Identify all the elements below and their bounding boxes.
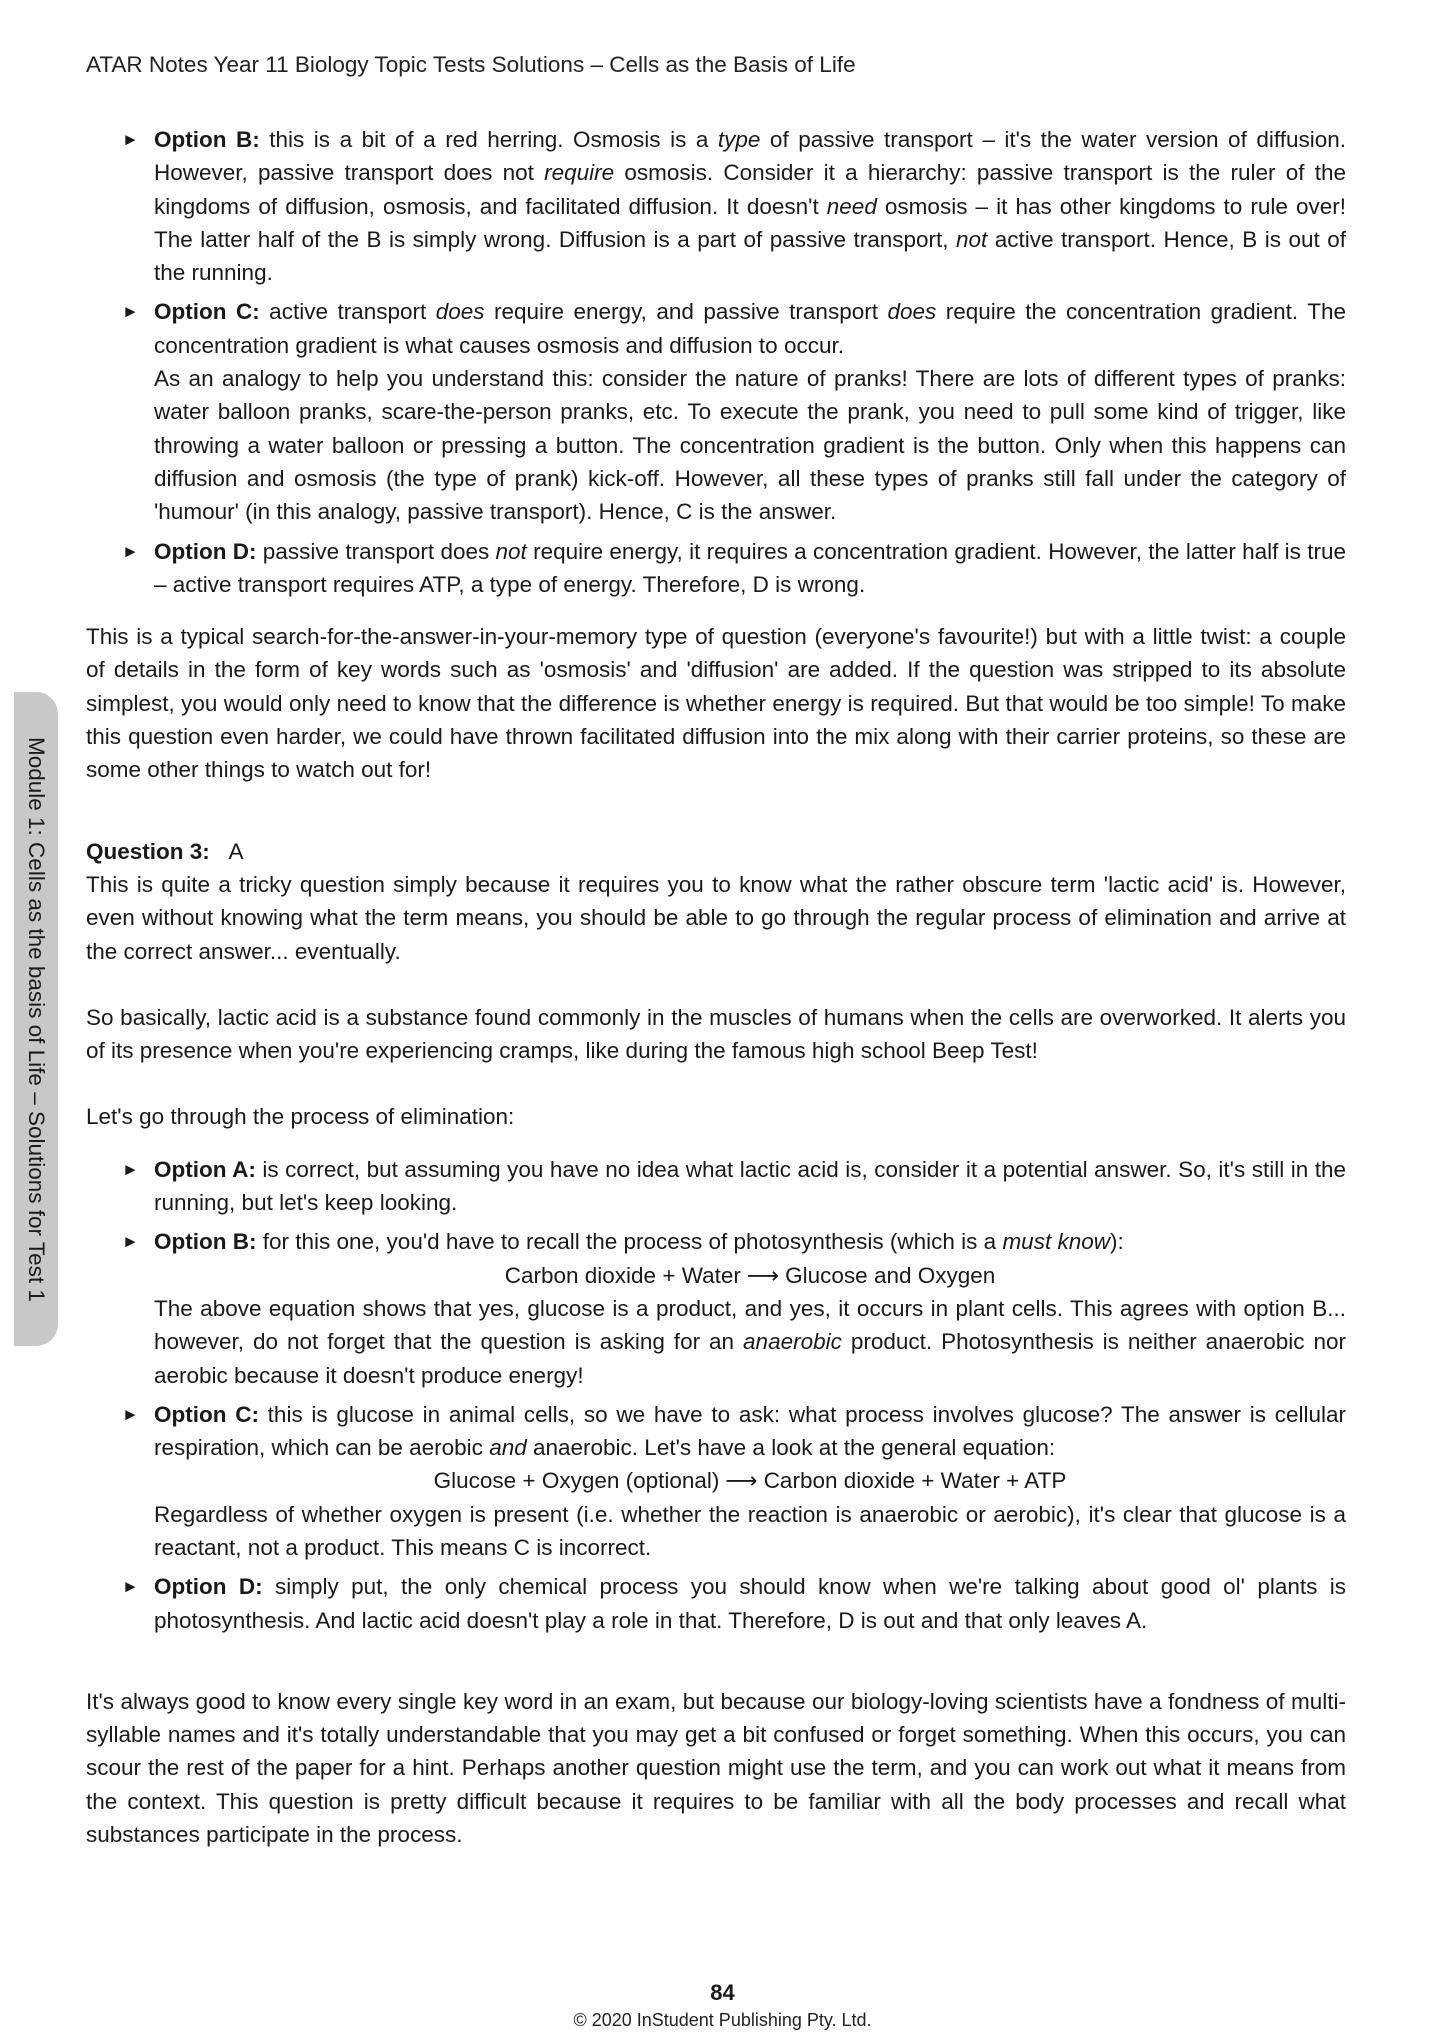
emphasis: must know <box>1002 1229 1110 1255</box>
text: of passive transport – it's the water version of diffusion. However, passive transport does not <box>154 127 1346 186</box>
option-label: Option C: <box>154 1401 259 1427</box>
bullet-arrow-icon: ► <box>122 130 139 149</box>
text: is correct, but assuming you have no idea what lactic acid is, consider it a potential answer. So, it's still in the running, but let's keep looking. <box>154 1156 1346 1216</box>
bullet-arrow-icon: ► <box>122 1404 139 1424</box>
option-label: Option D: <box>154 538 257 564</box>
page-number: 84 <box>710 1980 735 2005</box>
text: osmosis – it has other kingdoms to rule over! The latter half of the B is simply wrong. Diffusion is a part of passive transport, <box>154 193 1346 252</box>
emphasis: does <box>887 299 937 325</box>
running-header: ATAR Notes Year 11 Biology Topic Tests Solutions – Cells as the Basis of Life <box>86 52 856 77</box>
option-label: Option C: <box>154 299 260 325</box>
q3-intro: This is quite a tricky question simply because it requires you to know what the rather obscure term 'lactic acid' is. However, even without knowing what the term means, you should be able to go through the regular process of elimination and arrive at the correct answer... eventually. <box>86 871 1346 964</box>
q3-option-b <box>86 1225 1346 1258</box>
emphasis: type <box>717 127 761 152</box>
text: this is glucose in animal cells, so we have to ask: what process involves glucose? The answer is cellular respiration, which can be aerobic <box>154 1401 1346 1461</box>
text: ): <box>1109 1229 1124 1255</box>
emphasis: and <box>489 1435 527 1461</box>
text: require the concentration gradient. The concentration gradient is what causes osmosis and diffusion to occur. <box>154 299 1346 358</box>
question-3-heading <box>86 835 1346 868</box>
text: product. Photosynthesis is neither anaerobic nor aerobic because it doesn't produce energy! <box>154 1329 1346 1388</box>
copyright: © 2020 InStudent Publishing Pty. Ltd. <box>573 2010 872 2030</box>
q2-summary: This is a typical search-for-the-answer-in-your-memory type of question (everyone's favourite!) but with a little twist: a couple of details in the form of key words such as 'osmosis' and 'diffusion' are added. If the question was stripped to its absolute simplest, you would only need to know that the difference is whether energy is required. But that would be too simple! To make this question even harder, we could have thrown facilitated diffusion into the mix along with their carrier proteins, so these are some other things to watch out for! <box>86 624 1346 783</box>
page-content <box>86 123 1346 1851</box>
option-label: Option B: <box>154 127 260 152</box>
equation-products: Glucose and Oxygen <box>785 1262 996 1288</box>
emphasis: need <box>826 193 877 219</box>
equation-reactants: Carbon dioxide + Water <box>504 1262 741 1288</box>
bullet-arrow-icon: ► <box>122 541 139 561</box>
q3-option-a <box>86 1153 1346 1220</box>
bullet-arrow-icon: ► <box>122 1232 139 1252</box>
text: require energy, it requires a concentration gradient. However, the latter half is true – active transport requires ATP, a type of energy. Therefore, D is wrong. <box>154 538 1346 597</box>
text: The above equation shows that yes, glucose is a product, and yes, it occurs in plant cells. This agrees with option B... however, do not forget that the question is asking for an <box>154 1295 1346 1355</box>
q2-option-b <box>86 123 1346 289</box>
text: osmosis. Consider it a hierarchy: passive transport is the ruler of the kingdoms of diffusion, osmosis, and facilitated diffusion. It doesn't <box>154 160 1346 219</box>
text: anaerobic. Let's have a look at the general equation: <box>526 1435 1056 1461</box>
photosynthesis-equation <box>86 1259 1346 1292</box>
q2-option-d <box>86 535 1346 602</box>
text: this is a bit of a red herring. Osmosis is a <box>259 127 718 152</box>
q3-lactic-acid: So basically, lactic acid is a substance found commonly in the muscles of humans when the cells are overworked. It alerts you of its presence when you're experiencing cramps, like during the famous high school Beep Test! <box>86 1004 1346 1064</box>
emphasis: require <box>544 160 615 186</box>
q3-closing: It's always good to know every single key word in an exam, but because our biology-loving scientists have a fondness of multi-syllable names and it's totally understandable that you may get a bit confused or forget something. When this occurs, you can scour the rest of the paper for a hint. Perhaps another question might use the term, and you can work out what it means from the context. This question is pretty difficult because it requires to be familiar with all the body processes and recall what substances participate in the process. <box>86 1688 1346 1848</box>
emphasis: does <box>435 299 485 325</box>
text: simply put, the only chemical process you should know when we're talking about good ol' plants is photosynthesis. And lactic acid doesn't play a role in that. Therefore, D is out and that only leaves A. <box>154 1574 1346 1633</box>
respiration-equation <box>86 1464 1346 1497</box>
option-label: Option B: <box>154 1229 257 1255</box>
emphasis: not <box>495 538 527 564</box>
equation-reactants: Glucose + Oxygen (optional) <box>433 1468 720 1494</box>
q3-option-b-explanation <box>86 1292 1346 1392</box>
text: require energy, and passive transport <box>484 299 888 325</box>
bullet-arrow-icon: ► <box>122 302 139 322</box>
q2-option-c-analogy: As an analogy to help you understand this: consider the nature of pranks! There are lots of different types of pranks: water balloon pranks, scare-the-person pranks, etc. To execute the prank, you need to pull some kind of trigger, like throwing a water balloon or pressing a button. The concentration gradient is the button. Only when this happens can diffusion and osmosis (the type of prank) kick-off. However, all these types of pranks still fall under the category of 'humour' (in this analogy, passive transport). Hence, C is the answer. <box>154 366 1346 525</box>
text: for this one, you'd have to recall the process of photosynthesis (which is a <box>256 1229 1003 1255</box>
option-label: Option D: <box>154 1574 263 1600</box>
q3-option-c-explanation: Regardless of whether oxygen is present (i.e. whether the reaction is anaerobic or aerobic), it's clear that glucose is a reactant, not a product. This means C is incorrect. <box>154 1501 1346 1560</box>
q2-option-c <box>86 295 1346 362</box>
text: active transport <box>259 299 436 325</box>
text: passive transport does <box>256 538 496 564</box>
bullet-arrow-icon: ► <box>122 1159 139 1179</box>
bullet-arrow-icon: ► <box>122 1577 139 1597</box>
emphasis: anaerobic <box>743 1329 842 1355</box>
reaction-arrow-icon: ⟶ <box>746 1262 780 1288</box>
q3-option-d <box>86 1570 1346 1637</box>
question-answer: A <box>228 838 244 864</box>
q3-elimination-intro: Let's go through the process of elimination: <box>86 1104 515 1130</box>
module-side-tab-label-wrap <box>14 692 58 1346</box>
reaction-arrow-icon: ⟶ <box>725 1468 758 1494</box>
option-label: Option A: <box>154 1156 256 1182</box>
module-side-tab-label: Module 1: Cells as the basis of Life – Solutions for Test 1 <box>24 736 49 1302</box>
emphasis: not <box>956 226 988 252</box>
equation-products: Carbon dioxide + Water + ATP <box>763 1468 1067 1494</box>
question-label: Question 3: <box>86 838 210 864</box>
text: active transport. Hence, B is out of the running. <box>154 226 1347 286</box>
q3-option-c <box>86 1398 1346 1465</box>
